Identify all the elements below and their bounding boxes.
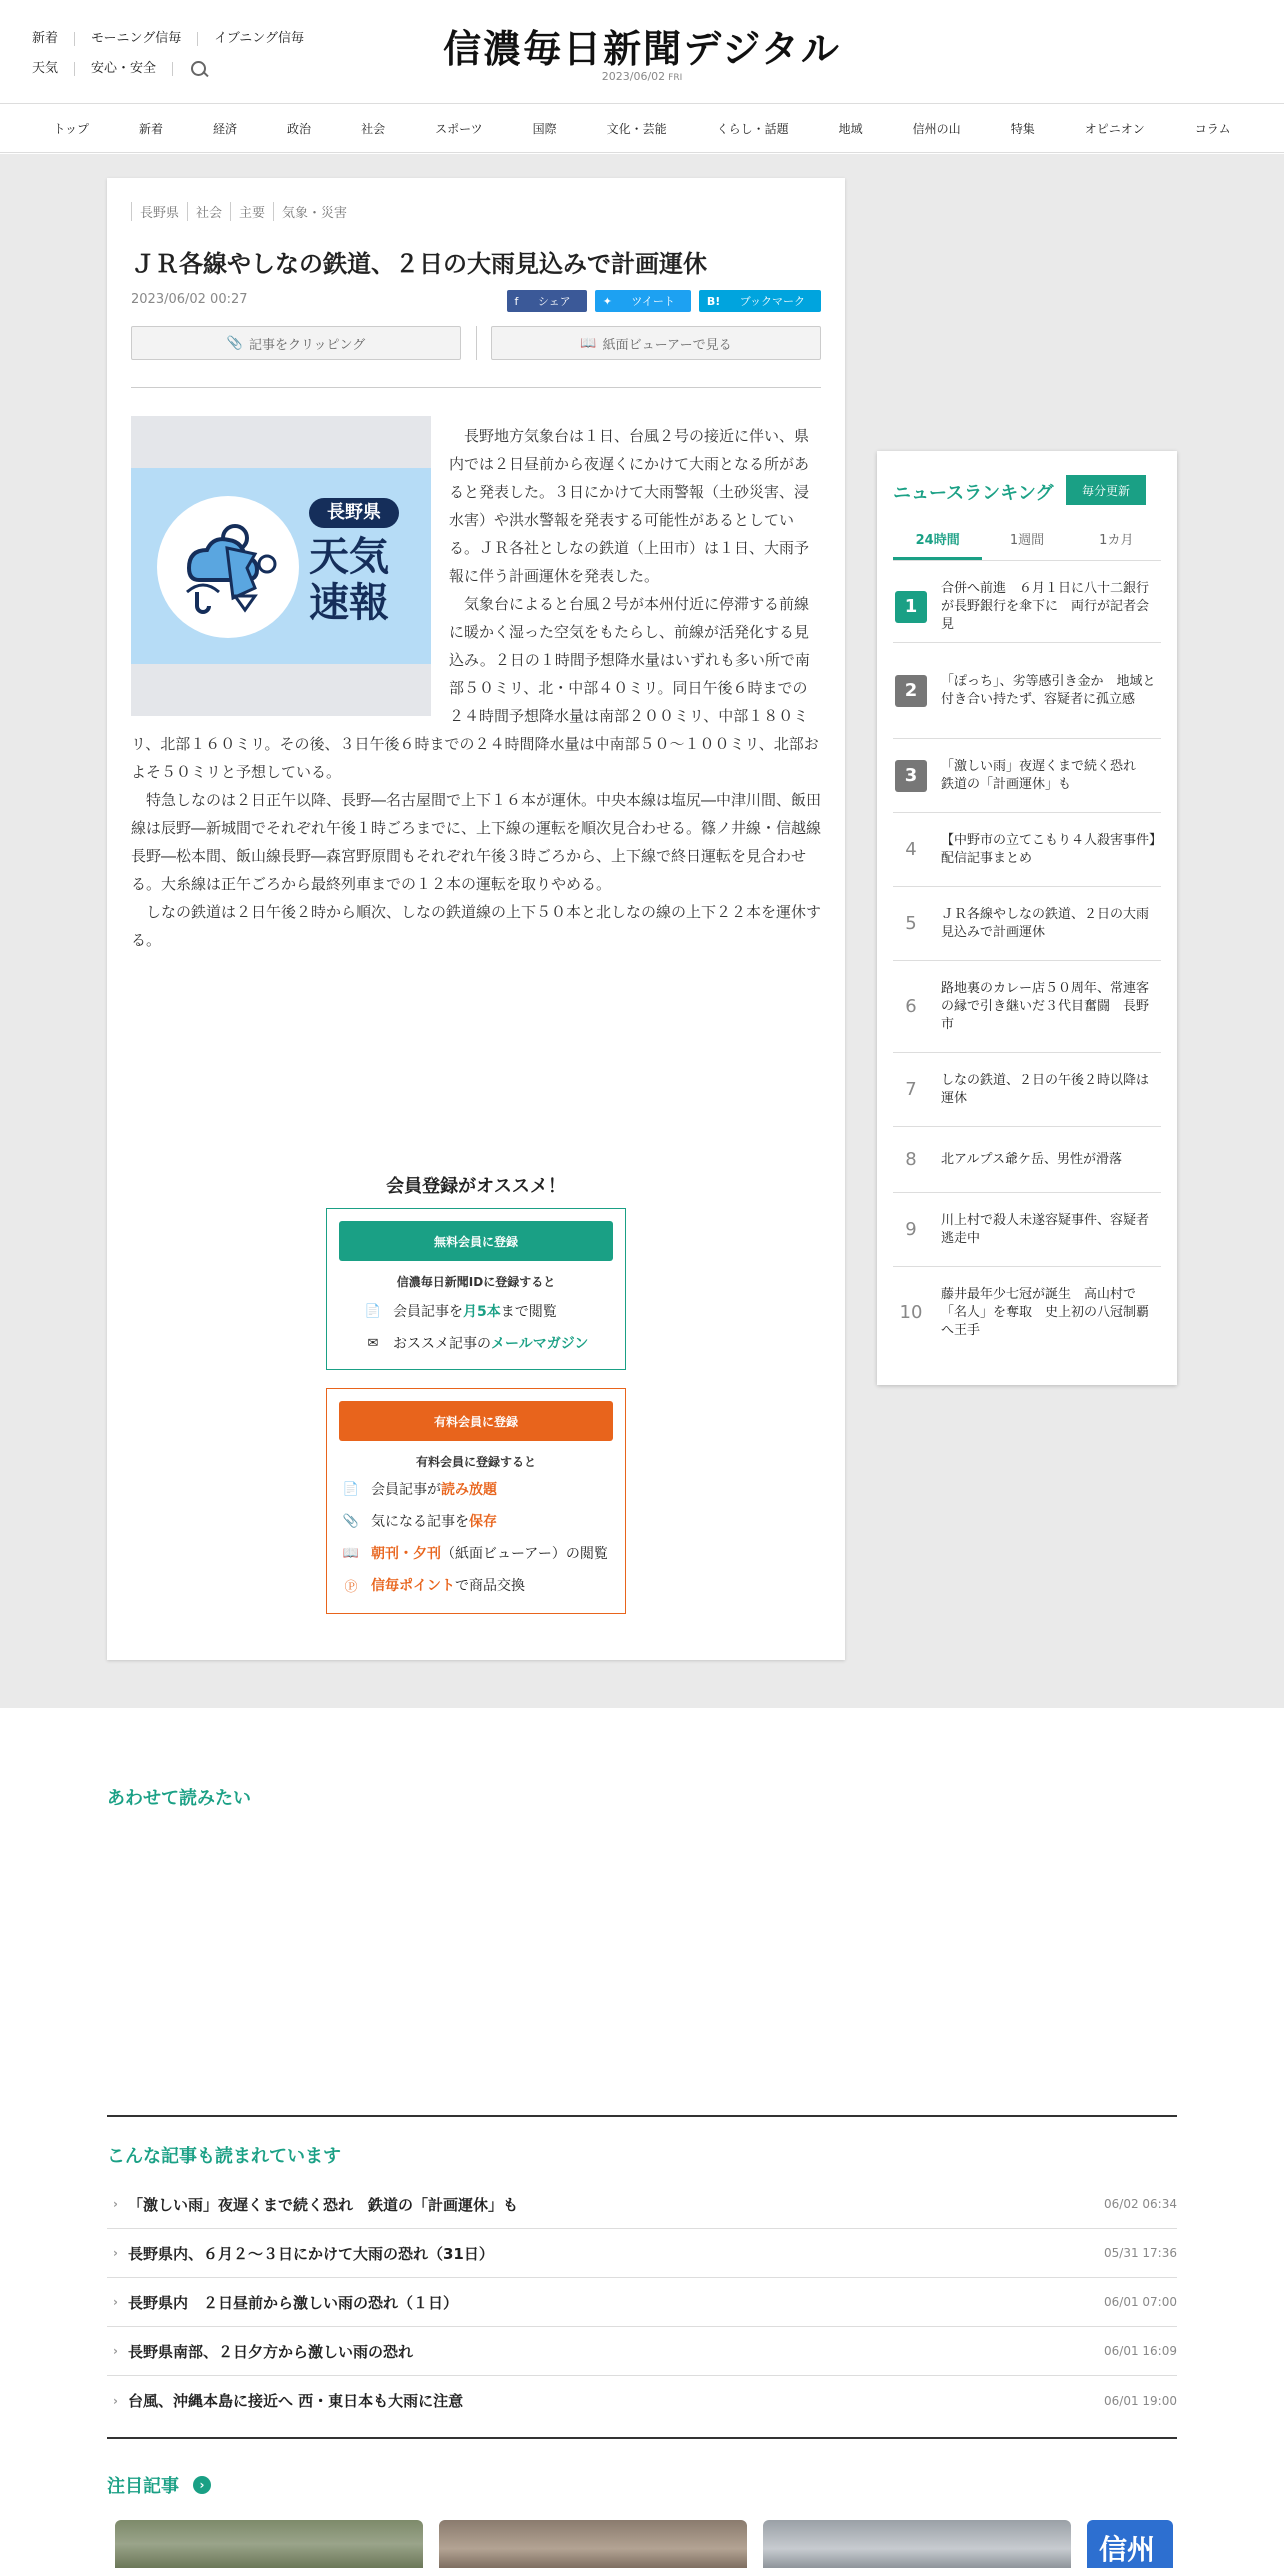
free-benefit-1-highlight: 月5本 <box>463 1304 501 1320</box>
rank-number-badge: 2 <box>895 675 927 707</box>
nav-item-sports[interactable]: スポーツ <box>435 122 483 136</box>
section-divider <box>107 2115 1177 2117</box>
nav-item-politics[interactable]: 政治 <box>287 122 312 136</box>
book-icon: 📖 <box>342 1545 360 1561</box>
list-item-title: 長野県内 ２日昼前から激しい雨の恐れ（１日） <box>127 2293 458 2312</box>
featured-title-text: 注目記事 <box>107 2476 179 2497</box>
search-icon[interactable] <box>189 59 209 79</box>
paper-viewer-label: 紙面ビューアーで見る <box>602 337 732 353</box>
nav-item-opinion[interactable]: オピニオン <box>1084 122 1145 136</box>
article-card <box>107 178 845 1660</box>
paperclip-icon: 📎 <box>342 1513 360 1529</box>
popular-articles-list <box>107 2180 1177 2425</box>
rank-number: 6 <box>905 995 917 1017</box>
membership-title: 会員登録がオススメ！ <box>386 1176 566 1197</box>
paid-benefit-1-pre: 会員記事が <box>371 1482 441 1498</box>
ranking-list <box>893 571 1161 1359</box>
free-membership-box <box>326 1208 626 1370</box>
featured-thumbnail[interactable] <box>763 2520 1071 2568</box>
article-title: ＪＲ各線やしなの鉄道、２日の大雨見込みで計画運休 <box>131 250 707 278</box>
article-divider <box>131 387 821 388</box>
ranking-item[interactable] <box>893 1053 1161 1127</box>
tag-nagano[interactable]: 長野県 <box>131 202 187 221</box>
chevron-right-icon: › <box>113 2393 118 2408</box>
tab-1week[interactable]: 1週間 <box>1009 533 1045 548</box>
paid-benefit-unlimited <box>341 1479 497 1499</box>
paid-benefit-4-post: で商品交換 <box>455 1578 525 1594</box>
ranking-tabs <box>893 529 1161 561</box>
related-articles-title: あわせて読みたい <box>107 1788 251 1809</box>
rank-number: 5 <box>905 912 917 934</box>
point-icon: Ⓟ <box>344 1579 358 1595</box>
ranking-title: ニュースランキング <box>893 483 1054 504</box>
mail-icon: ✉ <box>367 1335 379 1351</box>
article-paragraph: 長野地方気象台は１日、台風２号の接近に伴い、県内では２日昼前から夜遅くにかけて大雨となる所があると発表した。３日にかけて大雨警報（土砂災害、浸水害）や洪水警報を発表する可能性があるとしている。ＪＲ各社としなの鉄道（上田市）は１日、大雨予報に伴う計画運休を発表した。 <box>449 427 810 585</box>
rank-number-badge: 1 <box>895 591 927 623</box>
nav-item-new[interactable]: 新着 <box>139 122 164 136</box>
paid-membership-subtitle: 有料会員に登録すると <box>415 1455 536 1469</box>
share-buttons <box>499 290 821 312</box>
list-item-date: 06/01 19:00 <box>1104 2393 1177 2408</box>
hatena-bookmark-label: ブックマーク <box>739 295 805 308</box>
paid-benefit-3-highlight: 朝刊・夕刊 <box>371 1546 441 1562</box>
site-header <box>0 0 1284 104</box>
tag-weather[interactable]: 気象・災害 <box>273 202 355 221</box>
hatena-icon: B! <box>706 295 721 308</box>
article-image[interactable] <box>131 416 431 716</box>
action-divider <box>476 326 477 360</box>
paper-viewer-button[interactable] <box>491 326 821 360</box>
weather-bulletin-title <box>309 534 419 626</box>
facebook-share-label: シェア <box>537 295 571 308</box>
ranking-item[interactable] <box>893 739 1161 813</box>
tab-24h[interactable]: 24時間 <box>893 529 982 560</box>
weather-bulletin-graphic <box>131 468 431 664</box>
nav-item-column[interactable]: コラム <box>1194 122 1231 136</box>
list-item-date: 06/01 16:09 <box>1104 2344 1177 2358</box>
list-item-date: 06/01 07:00 <box>1104 2295 1177 2309</box>
featured-articles-title[interactable] <box>107 2472 211 2498</box>
clip-article-button[interactable] <box>131 326 461 360</box>
rank-headline: 「激しい雨」夜遅くまで続く恐れ 鉄道の「計画運休」も <box>941 758 1150 792</box>
free-benefit-2-pre: おススメ記事の <box>393 1336 491 1352</box>
list-item[interactable] <box>107 2376 1177 2425</box>
chevron-right-icon: › <box>113 2246 118 2260</box>
hatena-bookmark-button[interactable] <box>699 290 821 312</box>
chevron-right-icon: › <box>113 2197 118 2211</box>
rank-number: 7 <box>905 1078 917 1100</box>
paid-benefit-viewer <box>341 1543 608 1563</box>
document-icon: 📄 <box>364 1303 382 1319</box>
tag-society[interactable]: 社会 <box>187 202 230 221</box>
list-item-title: 長野県南部、２日夕方から激しい雨の恐れ <box>127 2342 413 2361</box>
weather-icon <box>157 496 299 638</box>
nav-item-special[interactable]: 特集 <box>1010 122 1035 136</box>
paid-benefit-1-highlight: 読み放題 <box>441 1482 497 1498</box>
nav-item-international[interactable]: 国際 <box>532 122 557 136</box>
featured-thumbnail[interactable]: 信州 <box>1087 2520 1173 2568</box>
paid-benefit-2-pre: 気になる記事を <box>371 1514 469 1530</box>
free-benefit-1-pre: 会員記事を <box>393 1304 463 1320</box>
rank-number: 4 <box>905 838 917 860</box>
weather-title-line2: 速報 <box>309 580 389 626</box>
clip-article-label: 記事をクリッピング <box>248 337 366 353</box>
header-link-evening[interactable]: イブニング信毎 <box>214 31 304 46</box>
header-link-morning[interactable]: モーニング信毎 <box>91 32 198 46</box>
rank-headline: 川上村で殺人未遂容疑事件、容疑者逃走中 <box>941 1212 1150 1246</box>
paid-benefit-4-highlight: 信毎ポイント <box>371 1578 455 1594</box>
free-benefit-2-highlight: メールマガジン <box>491 1336 589 1352</box>
list-item-date: 05/31 17:36 <box>1104 2246 1177 2260</box>
paid-benefit-2-highlight: 保存 <box>469 1514 497 1530</box>
article-tags <box>131 202 355 221</box>
free-membership-subtitle: 信濃毎日新聞IDに登録すると <box>396 1275 556 1289</box>
ranking-item[interactable] <box>893 813 1161 887</box>
tag-main[interactable]: 主要 <box>230 202 273 221</box>
ranking-item[interactable] <box>893 1193 1161 1267</box>
featured-thumbnail[interactable] <box>439 2520 747 2568</box>
header-link-safety[interactable]: 安心・安全 <box>91 62 173 76</box>
rank-number <box>893 760 929 792</box>
header-links <box>32 24 336 84</box>
article-paragraph: 気象台によると台風２号が本州付近に停滞する前線に暖かく湿った空気をもたらし、前線が活発化する見込み。２日の１時間予想降水量はいずれも多い所で南部５０ミリ、北・中部４０ミリ。同日午後６時までの２４時間予想降水量は南部２００ミリ、中部１８０ミリ、北部１６０ミリ。その後、３日午後６時までの２４時間降水量は中南部５０～１００ミリ、北部およそ５０ミリと予想している。 <box>131 595 819 781</box>
tab-1month[interactable]: 1カ月 <box>1099 533 1134 548</box>
paperclip-icon: 📎 <box>226 335 243 351</box>
list-item-title: 長野県内、６月２～３日にかけて大雨の恐れ（31日） <box>127 2244 494 2263</box>
list-item[interactable] <box>107 2229 1177 2278</box>
nav-item-top[interactable]: トップ <box>53 122 90 136</box>
header-link-weather[interactable]: 天気 <box>32 62 75 76</box>
paid-benefit-save <box>341 1511 497 1531</box>
rank-number <box>893 591 929 623</box>
ranking-update-badge: 毎分更新 <box>1066 475 1146 505</box>
facebook-share-button[interactable]: f シェア <box>507 290 587 312</box>
ranking-item[interactable] <box>893 1267 1161 1359</box>
article-paragraph: しなの鉄道は２日午後２時から順次、しなの鉄道線の上下５０本と北しなの線の上下２２本を運休する。 <box>131 903 822 949</box>
rank-headline: 「ぽっち」、劣等感引き金か 地域と付き合い持たず、容疑者に孤立感 <box>941 673 1156 707</box>
paid-membership-box <box>326 1388 626 1614</box>
ranking-item[interactable] <box>893 887 1161 961</box>
twitter-share-button[interactable]: ✦ ツイート <box>595 290 691 312</box>
list-item[interactable] <box>107 2278 1177 2327</box>
rank-number: 9 <box>905 1218 917 1240</box>
article-date: 2023/06/02 00:27 <box>131 292 248 307</box>
rank-headline: 路地裏のカレー店５０周年、常連客の縁で引き継いだ３代目奮闘 長野市 <box>941 980 1150 1032</box>
rank-number <box>893 675 929 707</box>
rank-headline: 合併へ前進 ６月１日に八十二銀行が長野銀行を傘下に 両行が記者会見 <box>941 580 1150 632</box>
rank-number: 10 <box>899 1302 923 1323</box>
free-benefit-articles <box>363 1301 557 1321</box>
news-ranking <box>877 451 1177 1385</box>
free-benefit-1-post: まで閲覧 <box>500 1304 557 1320</box>
section-divider <box>107 2437 1177 2439</box>
chevron-right-icon: › <box>113 2295 118 2309</box>
document-icon: 📄 <box>342 1481 360 1497</box>
rank-headline: しなの鉄道、２日の午後２時以降は運休 <box>941 1072 1150 1106</box>
chevron-right-icon: › <box>113 2344 118 2358</box>
free-benefit-newsletter <box>363 1333 588 1353</box>
paid-benefit-points <box>341 1575 525 1595</box>
article-paragraph: 特急しなのは２日正午以降、長野―名古屋間で上下１６本が運休。中央本線は塩尻―中津川間、飯田線は辰野―新城間でそれぞれ午後１時ごろまでに、上下線の運転を順次見合わせる。篠ノ井線・信越線長野―松本間、飯山線長野―森宮野原間もそれぞれ午後３時ごろから、上下線で終日運転を見合わせる。大糸線は正午ごろから最終列車までの１２本の運転を取りやめる。 <box>131 791 822 893</box>
free-register-button[interactable]: 無料会員に登録 <box>339 1221 613 1261</box>
list-item-date: 06/02 06:34 <box>1104 2197 1177 2211</box>
list-item-title: 台風、沖縄本島に接近へ 西・東日本も大雨に注意 <box>127 2392 464 2410</box>
ranking-item[interactable] <box>893 1127 1161 1193</box>
rank-headline: ＪＲ各線やしなの鉄道、２日の大雨見込みで計画運休 <box>941 906 1150 940</box>
rank-headline: 【中野市の立てこもり４人殺害事件】配信記事まとめ <box>941 832 1156 866</box>
header-weekday: FRI <box>668 73 683 83</box>
featured-thumbnail[interactable] <box>115 2520 423 2568</box>
nav-item-life[interactable]: くらし・話題 <box>716 122 789 136</box>
list-item-title: 「激しい雨」夜遅くまで続く恐れ 鉄道の「計画運休」も <box>127 2195 518 2214</box>
rank-headline: 藤井最年少七冠が誕生 高山村で「名人」を奪取 史上初の八冠制覇へ王手 <box>941 1287 1150 1338</box>
weather-title-line1: 天気 <box>309 534 389 580</box>
ranking-item[interactable] <box>893 961 1161 1053</box>
header-date-value: 2023/06/02 <box>601 70 666 83</box>
featured-thumbnails <box>115 2520 1177 2568</box>
popular-articles-title: こんな記事も読まれています <box>107 2146 341 2167</box>
list-item[interactable] <box>107 2180 1177 2229</box>
article-actions <box>131 326 821 360</box>
book-icon: 📖 <box>580 335 597 351</box>
paid-register-button[interactable]: 有料会員に登録 <box>339 1401 613 1441</box>
nav-item-culture[interactable]: 文化・芸能 <box>606 122 667 136</box>
paid-benefit-3-post: （紙面ビューアー）の閲覧 <box>441 1546 608 1562</box>
list-item[interactable] <box>107 2327 1177 2376</box>
ranking-item[interactable] <box>893 643 1161 739</box>
twitter-share-label: ツイート <box>631 295 675 308</box>
nav-item-society[interactable]: 社会 <box>361 122 386 136</box>
main-nav <box>0 105 1284 153</box>
header-date <box>440 70 844 83</box>
nav-item-economy[interactable]: 経済 <box>213 122 238 136</box>
nav-item-mountains[interactable]: 信州の山 <box>912 122 961 136</box>
header-link-new[interactable]: 新着 <box>32 32 75 46</box>
weather-region-label: 長野県 <box>309 498 399 528</box>
rank-headline: 北アルプス爺ケ岳、男性が滑落 <box>941 1151 1122 1167</box>
site-logo[interactable]: 信濃毎日新聞デジタル <box>443 26 841 71</box>
rank-number-badge: 3 <box>895 760 927 792</box>
ranking-item[interactable] <box>893 571 1161 643</box>
nav-item-region[interactable]: 地域 <box>838 122 863 136</box>
rank-number: 8 <box>905 1148 917 1170</box>
chevron-right-icon: › <box>193 2476 211 2494</box>
